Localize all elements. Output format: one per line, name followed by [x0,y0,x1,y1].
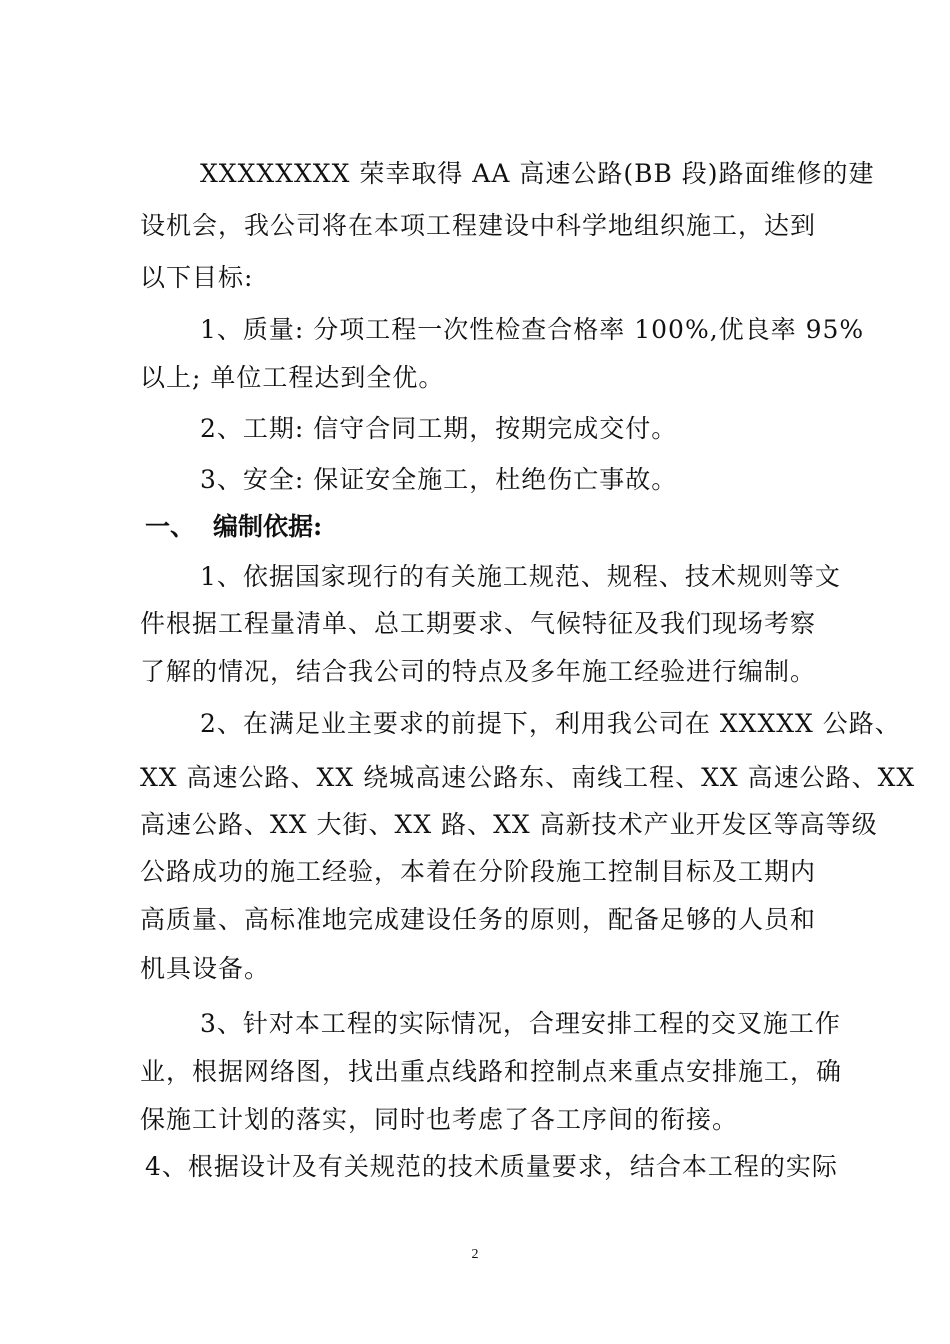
page-number: 2 [471,1247,479,1262]
intro-line-2: 设机会，我公司将在本项工程建设中科学地组织施工，达到 [140,211,817,240]
intro-line-1: XXXXXXXX 荣幸取得 AA 高速公路(BB 段)路面维修的建 [200,159,875,188]
basis2-line-1: 2、在满足业主要求的前提下，利用我公司在 XXXXX 公路、 [200,709,901,738]
intro-line-3: 以下目标: [140,263,254,292]
goal-quality-line-1: 1、质量: 分项工程一次性检查合格率 100%,优良率 95% [200,315,865,344]
basis1-line-2: 件根据工程量清单、总工期要求、气候特征及我们现场考察 [140,609,817,638]
section-heading [145,513,322,541]
basis1-line-1: 1、依据国家现行的有关施工规范、规程、技术规则等文 [200,562,841,591]
goal-schedule-line: 2、工期: 信守合同工期，按期完成交付。 [200,414,678,443]
basis2-line-2: XX 高速公路、XX 绕城高速公路东、南线工程、XX 高速公路、XX [140,763,916,792]
goal-safety-line: 3、安全: 保证安全施工，杜绝伤亡事故。 [200,465,678,494]
section-number: 一、 [145,512,196,541]
basis3-line-1: 3、针对本工程的实际情况，合理安排工程的交叉施工作 [200,1009,841,1038]
basis2-line-6: 机具设备。 [140,954,271,983]
basis2-line-3: 高速公路、XX 大街、XX 路、XX 高新技术产业开发区等高等级 [140,810,878,839]
basis3-line-3: 保施工计划的落实，同时也考虑了各工序间的衔接。 [140,1105,739,1134]
basis2-line-4: 公路成功的施工经验，本着在分阶段施工控制目标及工期内 [140,857,817,886]
goal-quality-line-2: 以上; 单位工程达到全优。 [140,363,445,392]
section-title: 编制依据: [213,512,323,541]
basis3-line-2: 业，根据网络图，找出重点线路和控制点来重点安排施工，确 [140,1057,843,1086]
basis2-line-5: 高质量、高标准地完成建设任务的原则，配备足够的人员和 [140,905,817,934]
basis4-line-1: 4、根据设计及有关规范的技术质量要求，结合本工程的实际 [145,1152,838,1181]
basis1-line-3: 了解的情况，结合我公司的特点及多年施工经验进行编制。 [140,657,817,686]
